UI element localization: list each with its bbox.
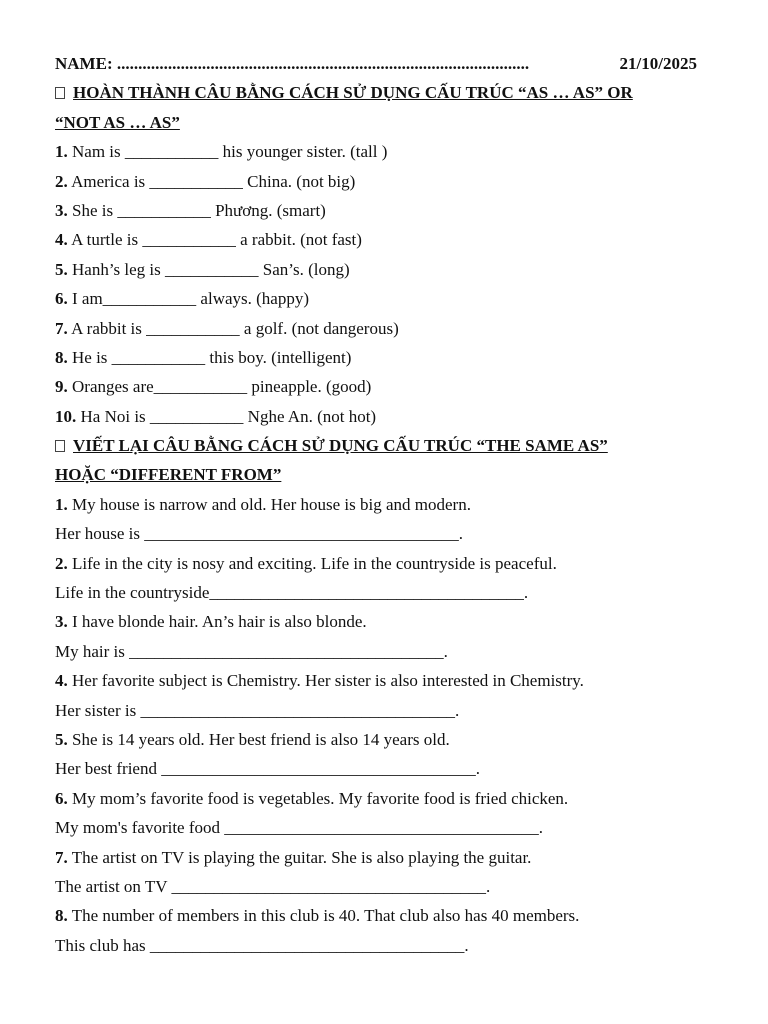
answer-line: Life in the countryside_____________________________________. — [55, 583, 529, 603]
list-item: 8. He is ___________ this boy. (intelligent) — [55, 347, 352, 367]
list-item: 5. Hanh’s leg is ___________ San’s. (long) — [55, 259, 350, 279]
list-item: 2. America is ___________ China. (not big) — [55, 171, 356, 191]
answer-line: Her best friend _____________________________________. — [55, 759, 480, 779]
section2-list — [55, 490, 725, 960]
section2-title-cont: HOẶC “DIFFERENT FROM” — [55, 465, 282, 485]
list-item: 4. A turtle is ___________ a rabbit. (not fast) — [55, 230, 362, 250]
list-item: 6. My mom’s favorite food is vegetables. My favorite food is fried chicken. — [55, 788, 569, 808]
section1-list — [55, 137, 725, 431]
answer-line: Her house is _____________________________________. — [55, 524, 463, 544]
list-item: 6. I am___________ always. (happy) — [55, 289, 310, 309]
section1-title: HOÀN THÀNH CÂU BẰNG CÁCH SỬ DỤNG CẤU TRÚC “AS … AS” OR — [55, 78, 725, 107]
header — [55, 49, 725, 78]
list-item: 10. Ha Noi is ___________ Nghe An. (not hot) — [55, 406, 377, 426]
answer-line: This club has _____________________________________. — [55, 935, 469, 955]
answer-line: The artist on TV _____________________________________. — [55, 876, 491, 896]
answer-line: Her sister is _____________________________________. — [55, 700, 460, 720]
list-item: 1. My house is narrow and old. Her house is big and modern. — [55, 494, 471, 514]
worksheet — [55, 49, 725, 960]
list-item: 3. She is ___________ Phương. (smart) — [55, 200, 326, 220]
answer-line: My mom's favorite food _____________________________________. — [55, 818, 544, 838]
list-item: 9. Oranges are___________ pineapple. (good) — [55, 377, 372, 397]
list-item: 7. The artist on TV is playing the guitar. She is also playing the guitar. — [55, 847, 532, 867]
list-item: 5. She is 14 years old. Her best friend is also 14 years old. — [55, 729, 450, 749]
date: 21/10/2025 — [619, 54, 697, 73]
section1-title-cont: “NOT AS … AS” — [55, 112, 180, 132]
list-item: 8. The number of members in this club is 40. That club also has 40 members. — [55, 906, 580, 926]
name-label: NAME: ................................................................................................. — [55, 54, 530, 73]
list-item: 1. Nam is ___________ his younger sister. (tall ) — [55, 142, 388, 162]
list-item: 7. A rabbit is ___________ a golf. (not dangerous) — [55, 318, 399, 338]
list-item: 4. Her favorite subject is Chemistry. Her sister is also interested in Chemistry. — [55, 671, 584, 691]
list-item: 3. I have blonde hair. An’s hair is also blonde. — [55, 612, 367, 632]
section2-title: VIẾT LẠI CÂU BẰNG CÁCH SỬ DỤNG CẤU TRÚC “THE SAME AS” — [55, 431, 725, 460]
checkbox-icon — [55, 87, 65, 99]
answer-line: My hair is _____________________________________. — [55, 641, 448, 661]
checkbox-icon — [55, 440, 65, 452]
list-item: 2. Life in the city is nosy and exciting. Life in the countryside is peaceful. — [55, 553, 557, 573]
